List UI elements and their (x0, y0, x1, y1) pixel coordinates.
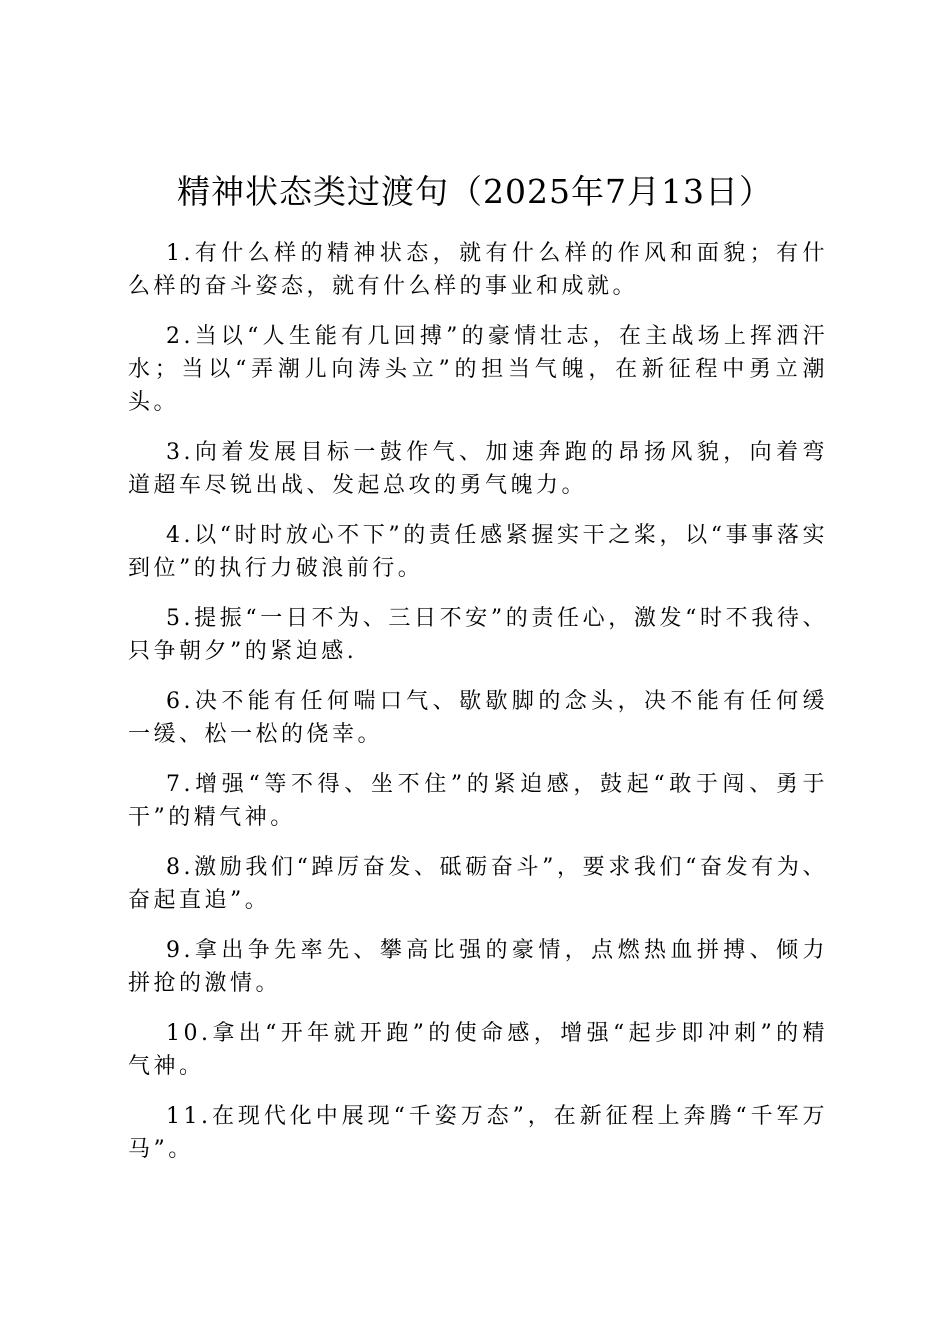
paragraph-11: 11.在现代化中展现“千姿万态”，在新征程上奔腾“千军万马”。 (128, 1104, 828, 1162)
document-title: 精神状态类过渡句（2025年7月13日） (177, 172, 773, 211)
paragraph-2: 2.当以“人生能有几回搏”的豪情壮志，在主战场上挥洒汗水；当以“弄潮儿向涛头立”的担当气魄，在新征程中勇立潮头。 (128, 324, 828, 415)
paragraph-6: 6.决不能有任何喘口气、歇歇脚的念头，决不能有任何缓一缓、松一松的侥幸。 (128, 689, 828, 747)
paragraph-3: 3.向着发展目标一鼓作气、加速奔跑的昂扬风貌，向着弯道超车尽锐出战、发起总攻的勇气魄力。 (128, 440, 828, 498)
paragraph-5: 5.提振“一日不为、三日不安”的责任心，激发“时不我待、只争朝夕”的紧迫感. (128, 606, 828, 664)
paragraph-9: 9.拿出争先率先、攀高比强的豪情，点燃热血拼搏、倾力拼抢的激情。 (128, 938, 828, 996)
document-body (128, 237, 828, 1183)
paragraph-8: 8.激励我们“踔厉奋发、砥砺奋斗”，要求我们“奋发有为、奋起直追”。 (128, 855, 828, 913)
paragraph-7: 7.增强“等不得、坐不住”的紧迫感，鼓起“敢于闯、勇于干”的精气神。 (128, 772, 828, 830)
paragraph-1: 1.有什么样的精神状态，就有什么样的作风和面貌；有什么样的奋斗姿态，就有什么样的事业和成就。 (128, 241, 828, 299)
paragraph-10: 10.拿出“开年就开跑”的使命感，增强“起步即冲刺”的精气神。 (128, 1021, 828, 1079)
paragraph-4: 4.以“时时放心不下”的责任感紧握实干之桨，以“事事落实到位”的执行力破浪前行。 (128, 523, 828, 581)
